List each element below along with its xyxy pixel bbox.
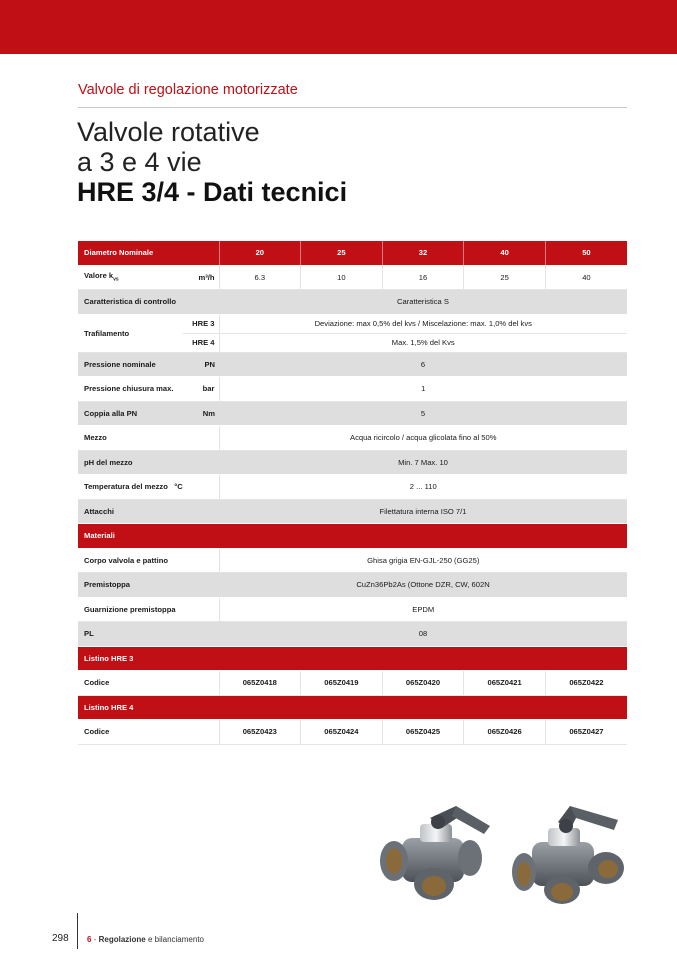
valve-product-photo bbox=[380, 798, 630, 910]
listino3-fill bbox=[219, 646, 627, 671]
row-pressione-nominale bbox=[78, 352, 627, 377]
row-materiali-header bbox=[78, 524, 627, 549]
code-cell: 065Z0421 bbox=[464, 671, 546, 696]
hre3-label: HRE 3 bbox=[183, 314, 219, 333]
attacchi-value: Filettatura interna ISO 7/1 bbox=[219, 499, 627, 524]
diameter-cell: 50 bbox=[545, 241, 627, 265]
chapter-title-bold: Regolazione bbox=[98, 935, 146, 944]
listino3-label: Listino HRE 3 bbox=[78, 646, 219, 671]
mezzo-value: Acqua ricircolo / acqua glicolata fino al 50% bbox=[219, 426, 627, 451]
code-cell: 065Z0427 bbox=[545, 720, 627, 745]
row-caratteristica bbox=[78, 290, 627, 315]
diameter-cell: 40 bbox=[464, 241, 546, 265]
row-ph bbox=[78, 450, 627, 475]
chiusura-label: Pressione chiusura max. bbox=[78, 377, 183, 402]
codice-label: Codice bbox=[78, 671, 219, 696]
row-pl bbox=[78, 622, 627, 647]
row-codice-hre4 bbox=[78, 720, 627, 745]
ph-label: pH del mezzo bbox=[78, 450, 219, 475]
coppia-unit: Nm bbox=[183, 401, 219, 426]
mezzo-label: Mezzo bbox=[78, 426, 219, 451]
section-title: Valvole di regolazione motorizzate bbox=[78, 82, 298, 98]
premistoppa-value: CuZn36Pb2As (Ottone DZR, CW, 602N bbox=[219, 573, 627, 598]
premistoppa-label: Premistoppa bbox=[78, 573, 219, 598]
title-line-3: HRE 3/4 - Dati tecnici bbox=[77, 177, 348, 207]
chapter-separator: - bbox=[93, 935, 97, 944]
corpo-label: Corpo valvola e pattino bbox=[78, 548, 219, 573]
kvs-label-text: Valore k bbox=[84, 271, 114, 281]
pn-label: Pressione nominale bbox=[78, 352, 183, 377]
guarnizione-label: Guarnizione premistoppa bbox=[78, 597, 219, 622]
row-listino-hre3 bbox=[78, 646, 627, 671]
pl-label: PL bbox=[78, 622, 219, 647]
pl-value: 08 bbox=[219, 622, 627, 647]
row-corpo bbox=[78, 548, 627, 573]
attacchi-label: Attacchi bbox=[78, 499, 219, 524]
row-trafilamento-hre3 bbox=[78, 314, 627, 333]
materiali-label: Materiali bbox=[78, 524, 219, 549]
valve-4-way bbox=[512, 806, 624, 904]
row-mezzo bbox=[78, 426, 627, 451]
pn-unit: PN bbox=[183, 352, 219, 377]
row-diametro bbox=[78, 241, 627, 265]
listino4-fill bbox=[219, 695, 627, 720]
row-guarnizione bbox=[78, 597, 627, 622]
hre4-value: Max. 1,5% del Kvs bbox=[219, 333, 627, 352]
kvs-cell: 6.3 bbox=[219, 265, 301, 290]
kvs-cell: 16 bbox=[382, 265, 464, 290]
code-cell: 065Z0424 bbox=[301, 720, 383, 745]
kvs-label bbox=[78, 265, 183, 290]
kvs-subscript: vs bbox=[113, 277, 119, 283]
row-codice-hre3 bbox=[78, 671, 627, 696]
temp-value: 2 ... 110 bbox=[219, 475, 627, 500]
hre3-value: Deviazione: max 0,5% del kvs / Miscelazione: max. 1,0% del kvs bbox=[219, 314, 627, 333]
title-line-1: Valvole rotative bbox=[77, 117, 260, 147]
footer-chapter bbox=[87, 935, 204, 944]
row-listino-hre4 bbox=[78, 695, 627, 720]
row-kvs bbox=[78, 265, 627, 290]
row-premistoppa bbox=[78, 573, 627, 598]
caratteristica-label: Caratteristica di controllo bbox=[78, 290, 219, 315]
hre4-label: HRE 4 bbox=[183, 333, 219, 352]
temp-label-text: Temperatura del mezzo bbox=[84, 482, 168, 492]
code-cell: 065Z0423 bbox=[219, 720, 301, 745]
code-cell: 065Z0420 bbox=[382, 671, 464, 696]
pn-value: 6 bbox=[219, 352, 627, 377]
row-coppia bbox=[78, 401, 627, 426]
technical-data-table bbox=[78, 241, 627, 745]
row-temperatura bbox=[78, 475, 627, 500]
valve-3-way bbox=[380, 806, 490, 900]
kvs-cell: 25 bbox=[464, 265, 546, 290]
code-cell: 065Z0426 bbox=[464, 720, 546, 745]
title-line-2: a 3 e 4 vie bbox=[77, 147, 202, 177]
coppia-label: Coppia alla PN bbox=[78, 401, 183, 426]
diameter-cell: 32 bbox=[382, 241, 464, 265]
row-pressione-chiusura bbox=[78, 377, 627, 402]
coppia-value: 5 bbox=[219, 401, 627, 426]
footer-divider bbox=[77, 913, 78, 949]
ph-value: Min. 7 Max. 10 bbox=[219, 450, 627, 475]
code-cell: 065Z0419 bbox=[301, 671, 383, 696]
kvs-cell: 40 bbox=[545, 265, 627, 290]
chapter-number: 6 bbox=[87, 935, 92, 944]
guarnizione-value: EPDM bbox=[219, 597, 627, 622]
codice-label: Codice bbox=[78, 720, 219, 745]
page-title bbox=[77, 117, 347, 207]
diameter-cell: 25 bbox=[301, 241, 383, 265]
page-number: 298 bbox=[52, 933, 69, 944]
chapter-title-rest: e bilanciamento bbox=[147, 935, 204, 944]
top-red-banner bbox=[0, 0, 677, 54]
caratteristica-value: Caratteristica S bbox=[219, 290, 627, 315]
trafilamento-label: Trafilamento bbox=[78, 314, 183, 352]
diametro-label: Diametro Nominale bbox=[78, 241, 219, 265]
corpo-value: Ghisa grigia EN-GJL-250 (GG25) bbox=[219, 548, 627, 573]
temp-unit: °C bbox=[174, 482, 183, 492]
chiusura-value: 1 bbox=[219, 377, 627, 402]
code-cell: 065Z0422 bbox=[545, 671, 627, 696]
diameter-cell: 20 bbox=[219, 241, 301, 265]
row-attacchi bbox=[78, 499, 627, 524]
chiusura-unit: bar bbox=[183, 377, 219, 402]
kvs-unit: m³/h bbox=[183, 265, 219, 290]
code-cell: 065Z0425 bbox=[382, 720, 464, 745]
materiali-fill bbox=[219, 524, 627, 549]
kvs-cell: 10 bbox=[301, 265, 383, 290]
section-divider bbox=[78, 107, 627, 108]
listino4-label: Listino HRE 4 bbox=[78, 695, 219, 720]
code-cell: 065Z0418 bbox=[219, 671, 301, 696]
temp-label bbox=[78, 475, 219, 500]
